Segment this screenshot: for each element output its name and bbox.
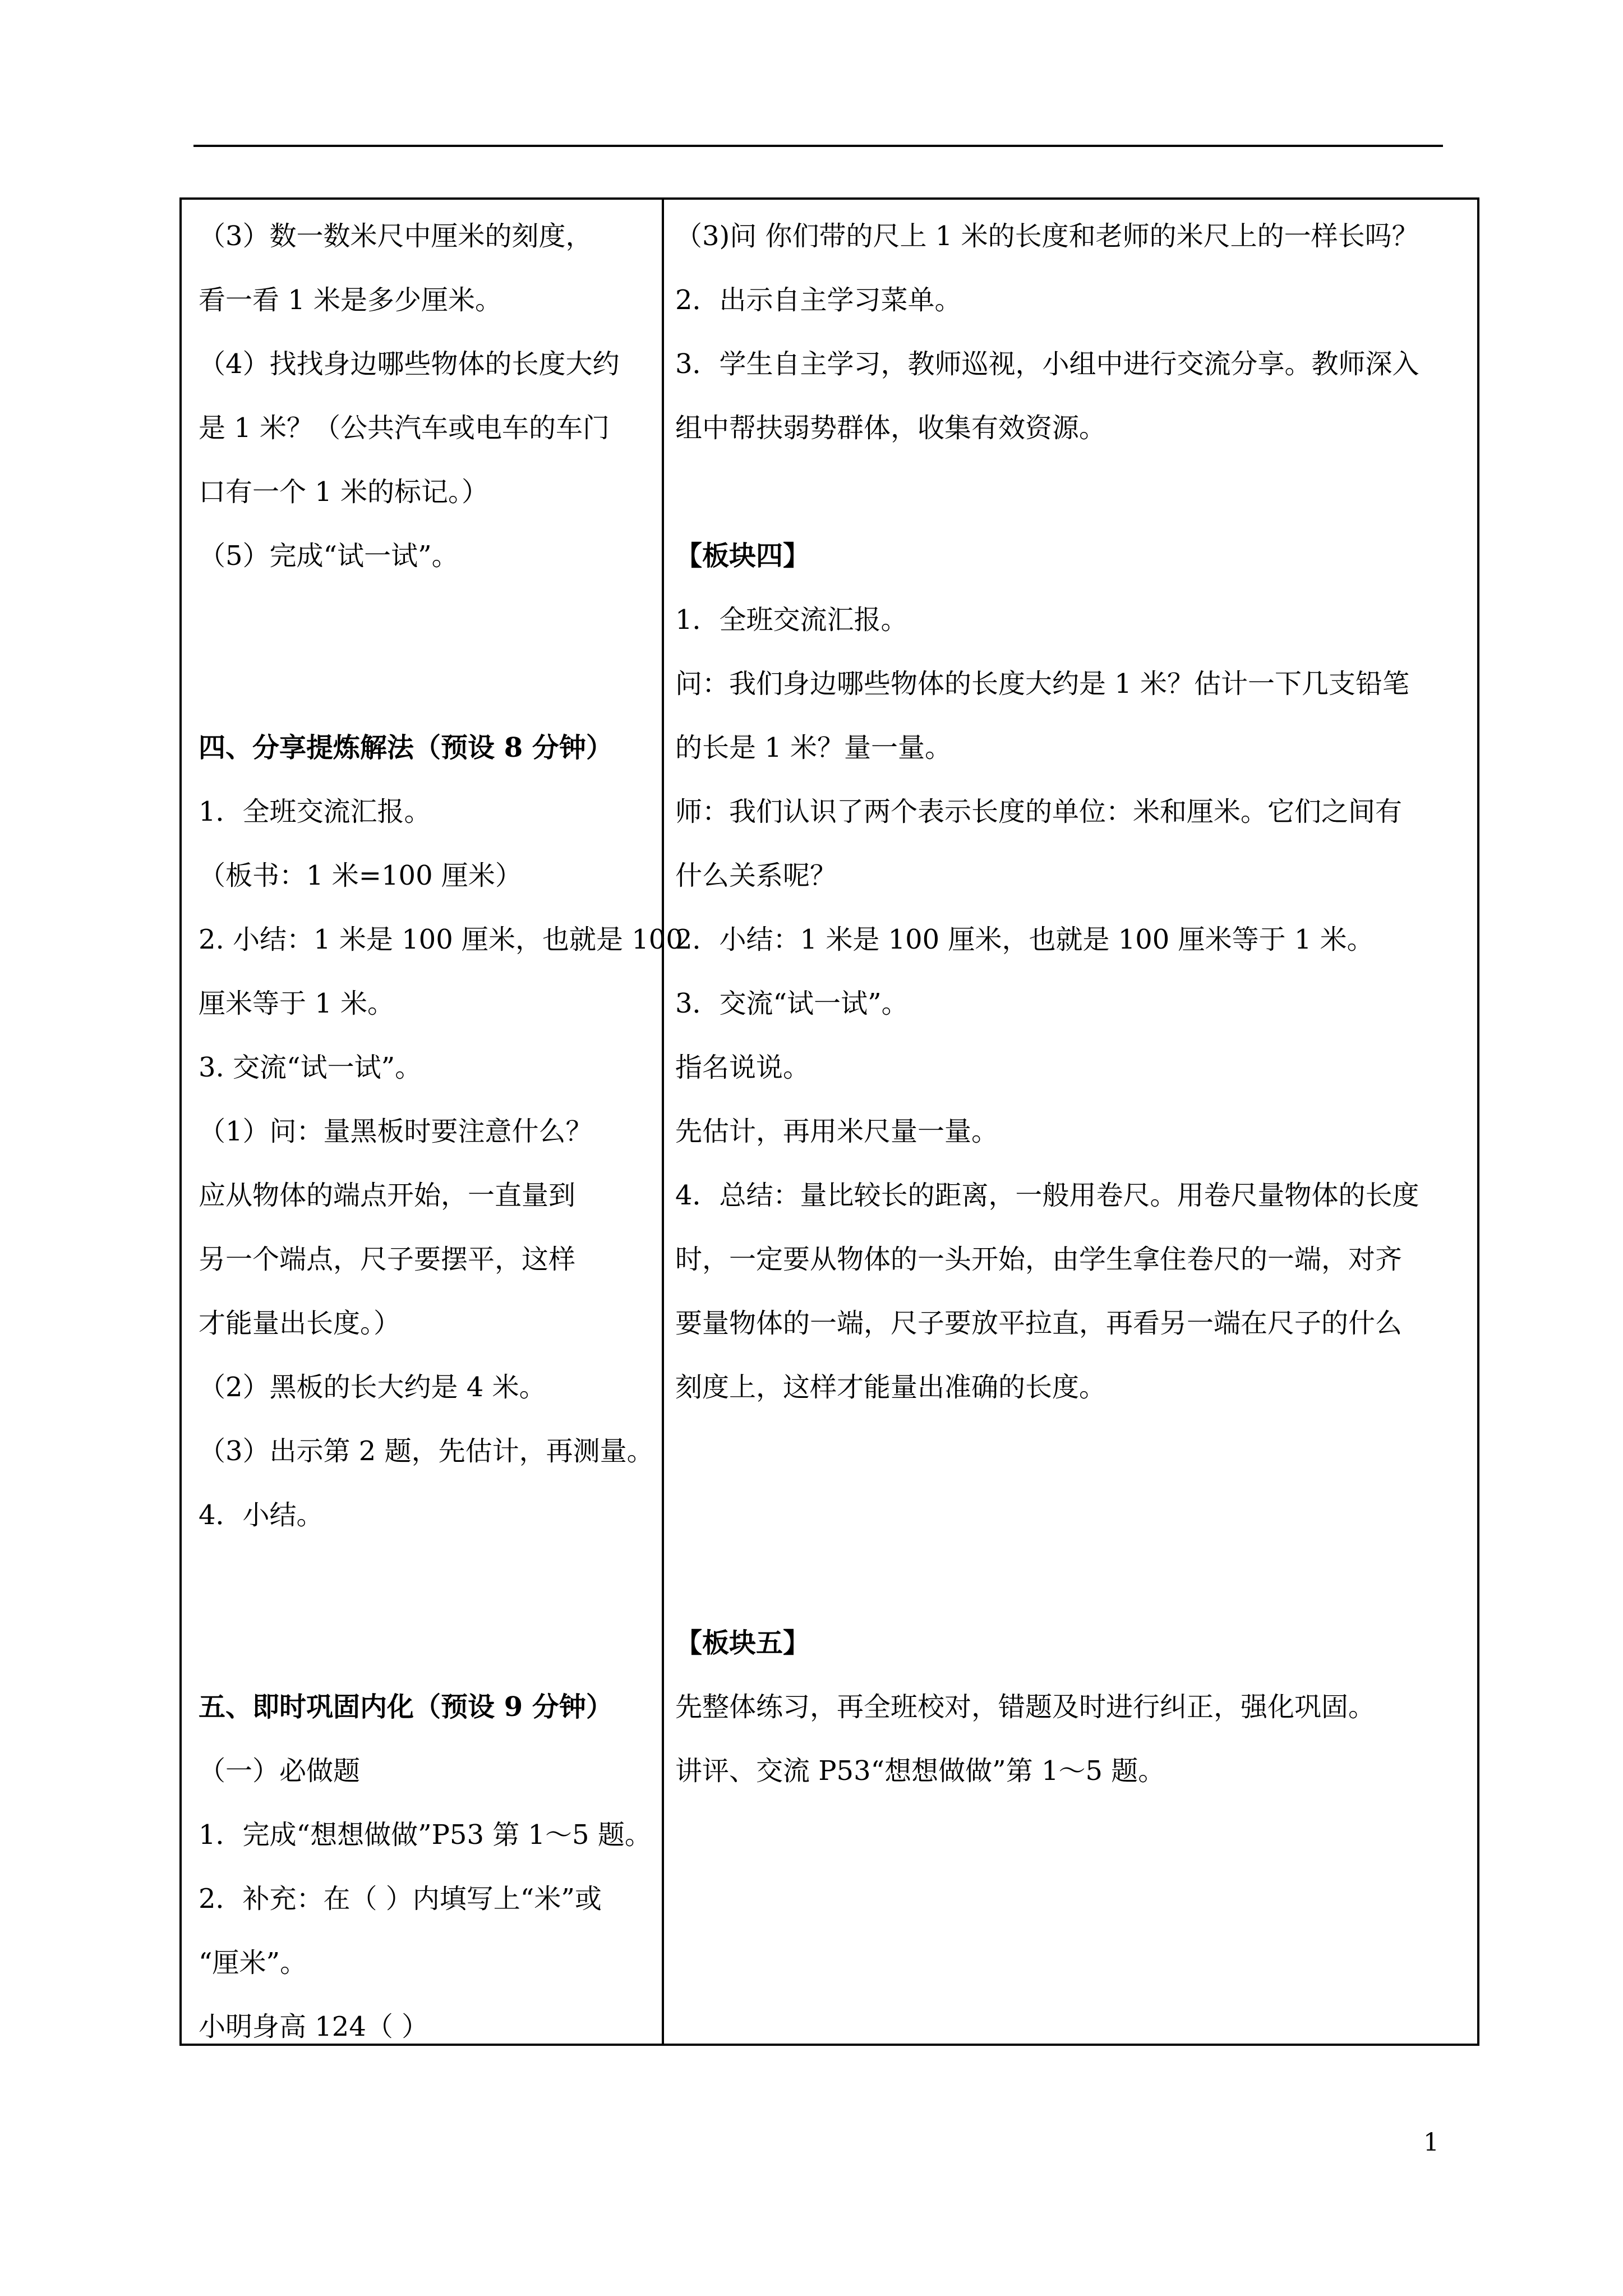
left-blank-line — [199, 1547, 653, 1611]
left-text-line: （板书：1 米=100 厘米） — [199, 860, 522, 891]
right-text-line: 指名说说。 — [675, 1052, 810, 1083]
left-blank-line — [199, 652, 653, 716]
left-text-line: 2．补充：在（ ）内填写上“米”或 — [199, 1883, 602, 1915]
left-text-line: （4）找找身边哪些物体的长度大约 — [199, 348, 620, 380]
right-text-line: 师：我们认识了两个表示长度的单位：米和厘米。它们之间有 — [675, 796, 1403, 827]
right-text-line: 要量物体的一端，尺子要放平拉直，再看另一端在尺子的什么 — [675, 1308, 1403, 1339]
left-text-line: 4．小结。 — [199, 1499, 324, 1531]
left-section-heading: 四、分享提炼解法（预设 8 分钟） — [199, 732, 613, 763]
page-number: 1 — [1423, 2128, 1439, 2157]
left-text-line: 3. 交流“试一试”。 — [199, 1052, 422, 1083]
left-section-heading: 五、即时巩固内化（预设 9 分钟） — [199, 1691, 613, 1723]
right-blank-line — [675, 1419, 1466, 1483]
left-blank-line — [199, 1611, 653, 1675]
right-text-line: 什么关系呢？ — [675, 860, 837, 891]
right-blank-line — [675, 1483, 1466, 1547]
right-text-line: 刻度上，这样才能量出准确的长度。 — [675, 1372, 1106, 1403]
right-text-line: （3)问 你们带的尺上 1 米的长度和老师的米尺上的一样长吗？ — [675, 220, 1419, 252]
right-column — [675, 204, 1466, 1803]
right-text-line: 3．交流“试一试”。 — [675, 988, 909, 1019]
left-text-line: （2）黑板的长大约是 4 米。 — [199, 1372, 546, 1403]
right-text-line: 2．小结：1 米是 100 厘米，也就是 100 厘米等于 1 米。 — [675, 924, 1374, 955]
right-text-line: 时，一定要从物体的一头开始，由学生拿住卷尺的一端，对齐 — [675, 1244, 1403, 1275]
left-text-line: “厘米”。 — [199, 1947, 307, 1978]
left-text-line: 1．完成“想想做做”P53 第 1～5 题。 — [199, 1819, 652, 1851]
right-text-line: 先估计，再用米尺量一量。 — [675, 1116, 999, 1147]
left-text-line: 另一个端点，尺子要摆平，这样 — [199, 1244, 576, 1275]
left-blank-line — [199, 588, 653, 652]
left-text-line: 2. 小结：1 米是 100 厘米，也就是 100 — [199, 924, 683, 955]
right-text-line: 问：我们身边哪些物体的长度大约是 1 米？估计一下几支铅笔 — [675, 668, 1410, 700]
left-text-line: 1．全班交流汇报。 — [199, 796, 431, 827]
left-text-line: （3）出示第 2 题，先估计，再测量。 — [199, 1435, 654, 1467]
right-text-line: 先整体练习，再全班校对，错题及时进行纠正，强化巩固。 — [675, 1691, 1376, 1723]
left-text-line: 看一看 1 米是多少厘米。 — [199, 284, 502, 316]
left-text-line: 才能量出长度。） — [199, 1308, 401, 1339]
column-divider — [662, 200, 664, 2044]
right-text-line: 3．学生自主学习，教师巡视，小组中进行交流分享。教师深入 — [675, 348, 1419, 380]
header-rule — [193, 145, 1443, 147]
left-text-line: 是 1 米？（公共汽车或电车的车门 — [199, 412, 610, 444]
left-text-line: 小明身高 124（ ） — [199, 2011, 429, 2042]
left-text-line: （一）必做题 — [199, 1755, 361, 1787]
right-blank-line — [675, 1547, 1466, 1611]
left-text-line: （3）数一数米尺中厘米的刻度， — [199, 220, 593, 252]
left-column — [199, 204, 683, 2059]
right-text-line: 的长是 1 米？量一量。 — [675, 732, 952, 763]
right-text-line: 组中帮扶弱势群体，收集有效资源。 — [675, 412, 1106, 444]
lesson-plan-table — [179, 197, 1479, 2046]
right-blank-line — [675, 460, 1466, 524]
left-text-line: （1）问：量黑板时要注意什么？ — [199, 1116, 593, 1147]
right-text-line: 1．全班交流汇报。 — [675, 604, 908, 636]
right-text-line: 讲评、交流 P53“想想做做”第 1～5 题。 — [675, 1755, 1165, 1787]
right-text-line: 4．总结：量比较长的距离，一般用卷尺。用卷尺量物体的长度 — [675, 1180, 1419, 1211]
left-text-line: 口有一个 1 米的标记。） — [199, 476, 489, 508]
right-section-heading: 【板块四】 — [675, 540, 810, 572]
left-text-line: （5）完成“试一试”。 — [199, 540, 459, 572]
right-text-line: 2．出示自主学习菜单。 — [675, 284, 962, 316]
left-text-line: 厘米等于 1 米。 — [199, 988, 395, 1019]
right-section-heading: 【板块五】 — [675, 1627, 810, 1659]
left-text-line: 应从物体的端点开始，一直量到 — [199, 1180, 576, 1211]
